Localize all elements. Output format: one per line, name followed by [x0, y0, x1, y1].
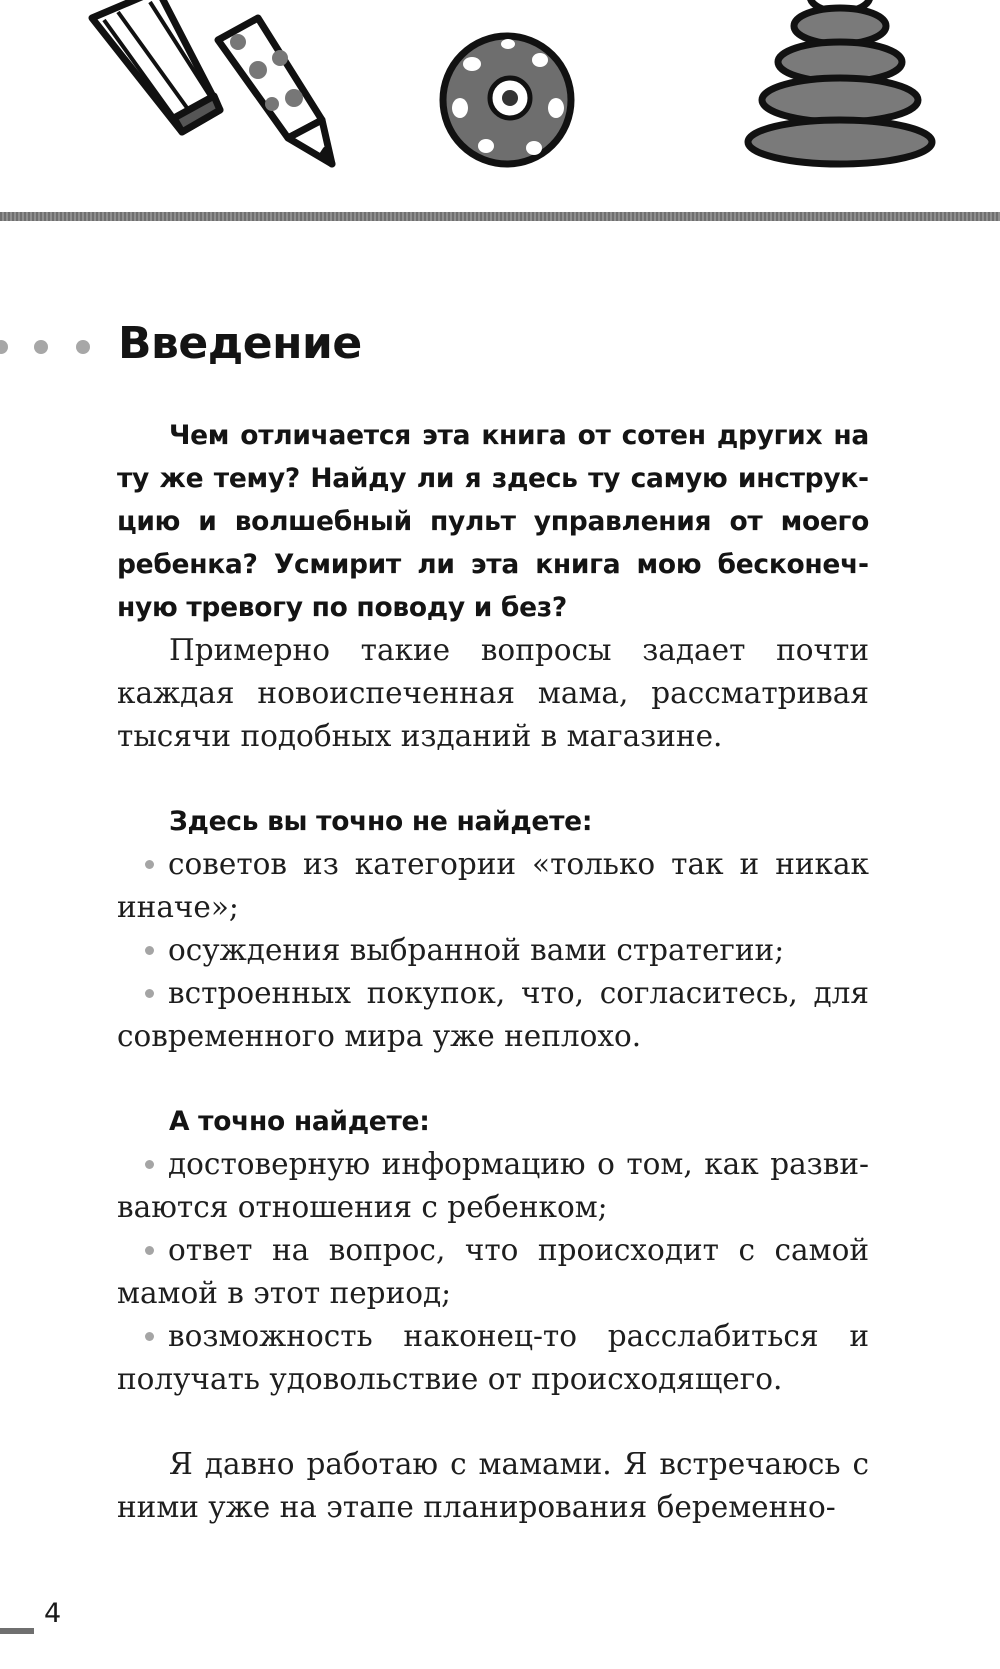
- stacking-rings-icon: [748, 0, 932, 164]
- header-illustration: [0, 0, 1000, 200]
- not-found-title: Здесь вы точно не найдете:: [169, 806, 593, 837]
- heading-dot: [34, 340, 48, 354]
- bullet-icon: [145, 946, 154, 955]
- not-found-list: [117, 843, 869, 1058]
- list-item: достоверную информацию о том, как развиваются отношения с ребенком;: [117, 1147, 869, 1224]
- section-heading-row: [0, 318, 1000, 378]
- found-title: А точно найдете:: [169, 1106, 430, 1137]
- list-item: встроенных покупок, что, согласитесь, для современного мира уже неплохо.: [117, 976, 869, 1053]
- page-title: Введение: [118, 318, 362, 369]
- list-item: возможность наконец-то расслабиться и получать удовольствие от происходящего.: [117, 1319, 869, 1396]
- bullet-icon: [145, 860, 154, 869]
- list-item: ответ на вопрос, что происходит с самой мамой в этот период;: [117, 1233, 869, 1310]
- intro-paragraph: Примерно такие вопросы задает почти каждая новоиспеченная мама, рассматривая тысячи подобных изданий в магазине.: [117, 633, 869, 753]
- list-item: осуждения выбранной вами стратегии;: [117, 929, 869, 972]
- footer-mark: [0, 1628, 34, 1634]
- heading-dot: [76, 340, 90, 354]
- header-divider: [0, 212, 1000, 221]
- pencil-icon: [92, 0, 220, 132]
- bullet-icon: [145, 1160, 154, 1169]
- dotted-pencil-icon: [218, 18, 332, 164]
- bullet-icon: [145, 1246, 154, 1255]
- bullet-icon: [145, 1332, 154, 1341]
- heading-dot: [0, 340, 8, 354]
- closing-paragraph: Я давно работаю с мамами. Я встречаюсь с ними уже на этапе планирования беременно-: [117, 1447, 869, 1524]
- ball-icon: [443, 36, 571, 164]
- page-number: 4: [44, 1598, 62, 1629]
- found-list: [117, 1143, 869, 1401]
- list-item: советов из категории «только так и никак иначе»;: [117, 847, 869, 924]
- body-text: [117, 414, 869, 1529]
- lead-paragraph: Чем отличается эта книга от сотен других на ту же тему? Найду ли я здесь ту самую инструкцию и волшебный пульт управления от моего ребенка? Усмирит ли эта книга мою бесконечную тревогу по поводу и без?: [117, 420, 869, 623]
- bullet-icon: [145, 989, 154, 998]
